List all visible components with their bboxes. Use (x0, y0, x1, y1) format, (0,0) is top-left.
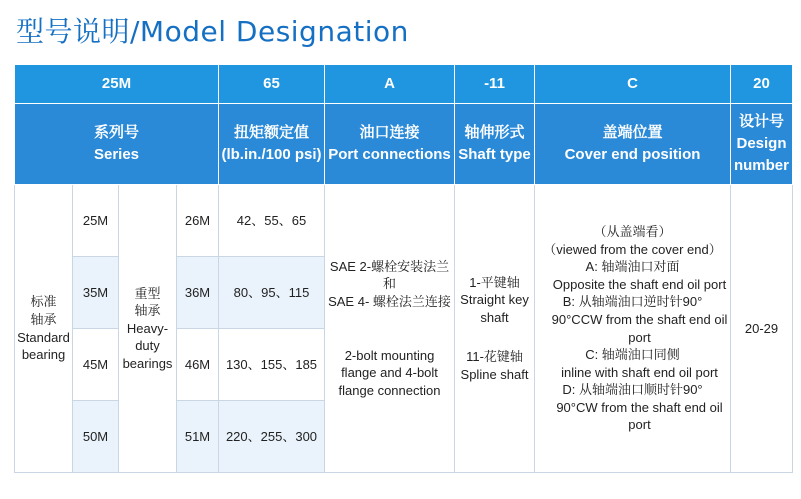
model-designation-table (14, 64, 793, 473)
header-shaft-cn: 轴伸形式 (464, 124, 525, 142)
header-port-cn: 油口连接 (359, 124, 420, 142)
port-description (325, 185, 455, 473)
shaft-opt11-en: Spline shaft (460, 366, 529, 382)
port-spacer (327, 311, 452, 347)
standard-model: 25M (73, 185, 119, 257)
standard-model: 45M (73, 329, 119, 401)
code-series: 25M (15, 65, 219, 104)
torque-value: 130、155、185 (219, 329, 325, 401)
port-en-2: flange and 4-bolt (341, 365, 438, 381)
header-cover-cn: 盖端位置 (602, 124, 663, 142)
standard-model: 50M (73, 401, 119, 473)
header-port-en: Port connections (328, 146, 451, 163)
shaft-description (455, 185, 535, 473)
shaft-opt1-cn: 1-平键轴 (469, 274, 520, 290)
code-torque: 65 (219, 65, 325, 104)
code-port: A (325, 65, 455, 104)
code-shaft: -11 (455, 65, 535, 104)
cover-d-cn: D: 从轴端油口顺时针90° (562, 382, 703, 398)
cover-line-1: （从盖端看） (593, 224, 672, 240)
port-en-1: 2-bolt mounting (344, 347, 435, 363)
code-design: 20 (731, 65, 793, 104)
heavy-en-1: Heavy- (126, 320, 169, 336)
port-cn-2: SAE 4- 螺栓法兰连接 (328, 293, 451, 309)
port-en-3: flange connection (338, 382, 441, 398)
cover-b-en: 90°CCW from the shaft end oil port (551, 311, 728, 345)
standard-en-2: bearing (21, 347, 66, 363)
header-torque (219, 104, 325, 185)
page-title: 型号说明/Model Designation (16, 15, 409, 48)
torque-value: 42、55、65 (219, 185, 325, 257)
torque-value: 80、95、115 (219, 257, 325, 329)
code-row (15, 65, 793, 104)
cover-c-cn: C: 轴端油口同侧 (585, 347, 680, 363)
header-cover-en: Cover end position (564, 146, 701, 163)
header-design-cn: 设计号 (738, 113, 784, 131)
header-design-en-2: number (733, 156, 789, 174)
heavy-cn-2: 轴承 (134, 303, 161, 319)
header-shaft-en: Shaft type (458, 146, 531, 163)
heavy-en-3: bearings (122, 355, 173, 371)
header-torque-en: (lb.in./100 psi) (221, 146, 322, 163)
heavy-model: 26M (177, 185, 219, 257)
header-series (15, 104, 219, 185)
standard-bearing-label (15, 185, 73, 473)
header-series-en: Series (93, 146, 140, 163)
header-port (325, 104, 455, 185)
code-cover: C (535, 65, 731, 104)
shaft-spacer (457, 326, 532, 348)
cover-b-cn: B: 从轴端油口逆时针90° (562, 294, 703, 310)
header-design-en-1: Design (736, 135, 787, 153)
design-range: 20-29 (731, 185, 793, 473)
shaft-opt1-en-1: Straight key (460, 292, 529, 308)
heavy-model: 51M (177, 401, 219, 473)
cover-a-en: Opposite the shaft end oil port (552, 276, 727, 292)
standard-cn-1: 标准 (30, 294, 57, 310)
standard-cn-2: 轴承 (30, 311, 57, 327)
cover-line-2: （viewed from the cover end） (543, 241, 722, 257)
header-row (15, 104, 793, 185)
shaft-opt11-cn: 11-花键轴 (466, 349, 523, 365)
cover-c-en: inline with shaft end oil port (561, 364, 718, 380)
table-row (15, 185, 793, 257)
port-cn-1: SAE 2-螺栓安装法兰和 (329, 258, 450, 292)
standard-en-1: Standard (17, 329, 70, 345)
shaft-opt1-en-2: shaft (480, 309, 509, 325)
header-series-cn: 系列号 (93, 124, 139, 142)
heavy-model: 36M (177, 257, 219, 329)
cover-a-cn: A: 轴端油口对面 (585, 259, 680, 275)
cover-description (535, 185, 731, 473)
heavy-model: 46M (177, 329, 219, 401)
heavy-cn-1: 重型 (134, 285, 161, 301)
torque-value: 220、255、300 (219, 401, 325, 473)
cover-d-en: 90°CW from the shaft end oil port (556, 399, 723, 433)
header-torque-cn: 扭矩额定值 (233, 124, 309, 142)
standard-model: 35M (73, 257, 119, 329)
header-design (731, 104, 793, 185)
header-shaft (455, 104, 535, 185)
header-cover (535, 104, 731, 185)
heavy-en-2: duty (135, 338, 160, 354)
heavy-bearing-label (119, 185, 177, 473)
